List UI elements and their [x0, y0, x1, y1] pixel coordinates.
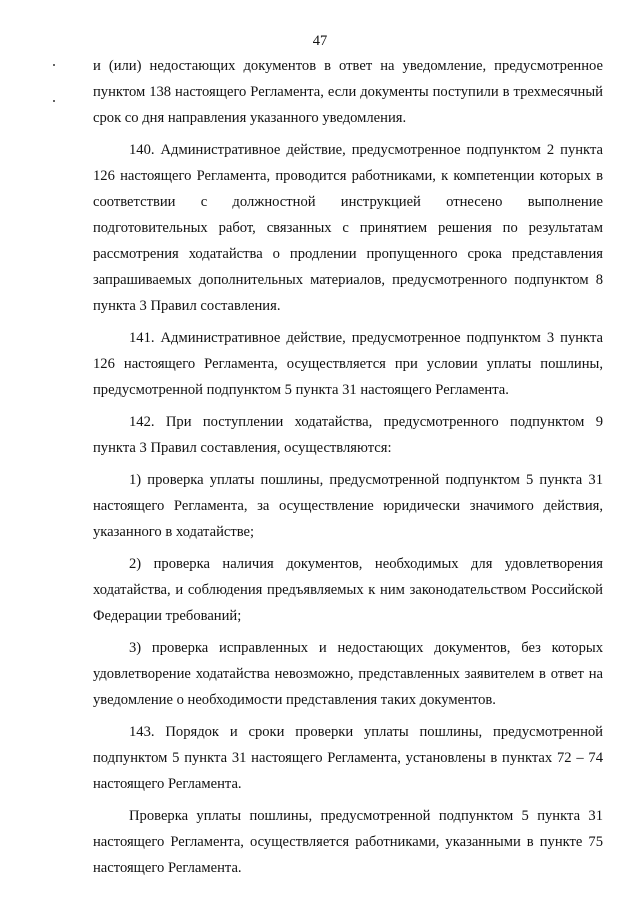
scan-speck-mark: [53, 64, 55, 66]
list-item-2: 2) проверка наличия документов, необходимых для удовлетворения ходатайства, и соблюдения предъявляемых к ним законодательством Российской Федерации требований;: [93, 556, 603, 624]
paragraph-continuation: и (или) недостающих документов в ответ на уведомление, предусмотренное пунктом 138 настоящего Регламента, если документы поступили в трехмесячный срок со дня направления указанного уведомления.: [93, 58, 603, 126]
paragraph-143: 143. Порядок и сроки проверки уплаты пошлины, предусмотренной подпунктом 5 пункта 31 настоящего Регламента, установлены в пунктах 72 – 74 настоящего Регламента.: [93, 724, 603, 792]
list-item-3: 3) проверка исправленных и недостающих документов, без которых удовлетворение ходатайства невозможно, представленных заявителем в ответ на уведомление о необходимости представления таких документов.: [93, 640, 603, 708]
document-body: [93, 53, 603, 887]
scan-speck-mark: [53, 100, 55, 102]
paragraph-142: 142. При поступлении ходатайства, предусмотренного подпунктом 9 пункта 3 Правил составления, осуществляются:: [93, 414, 603, 456]
paragraph-141: 141. Административное действие, предусмотренное подпунктом 3 пункта 126 настоящего Регламента, осуществляется при условии уплаты пошлины, предусмотренной подпунктом 5 пункта 31 настоящего Регламента.: [93, 330, 603, 398]
paragraph-fee-check: Проверка уплаты пошлины, предусмотренной подпунктом 5 пункта 31 настоящего Регламента, осуществляется работниками, указанными в пункте 75 настоящего Регламента.: [93, 808, 603, 876]
list-item-1: 1) проверка уплаты пошлины, предусмотренной подпунктом 5 пункта 31 настоящего Регламента, за осуществление юридически значимого действия, указанного в ходатайстве;: [93, 472, 603, 540]
paragraph-140: 140. Административное действие, предусмотренное подпунктом 2 пункта 126 настоящего Регламента, проводится работниками, к компетенции которых в соответствии с должностной инструкцией отнесено выполнение подготовительных работ, связанных с принятием решения по результатам рассмотрения ходатайства о продлении пропущенного срока представления запрашиваемых дополнительных материалов, предусмотренного подпунктом 8 пункта 3 Правил составления.: [93, 142, 603, 314]
page-number: 47: [312, 33, 328, 49]
